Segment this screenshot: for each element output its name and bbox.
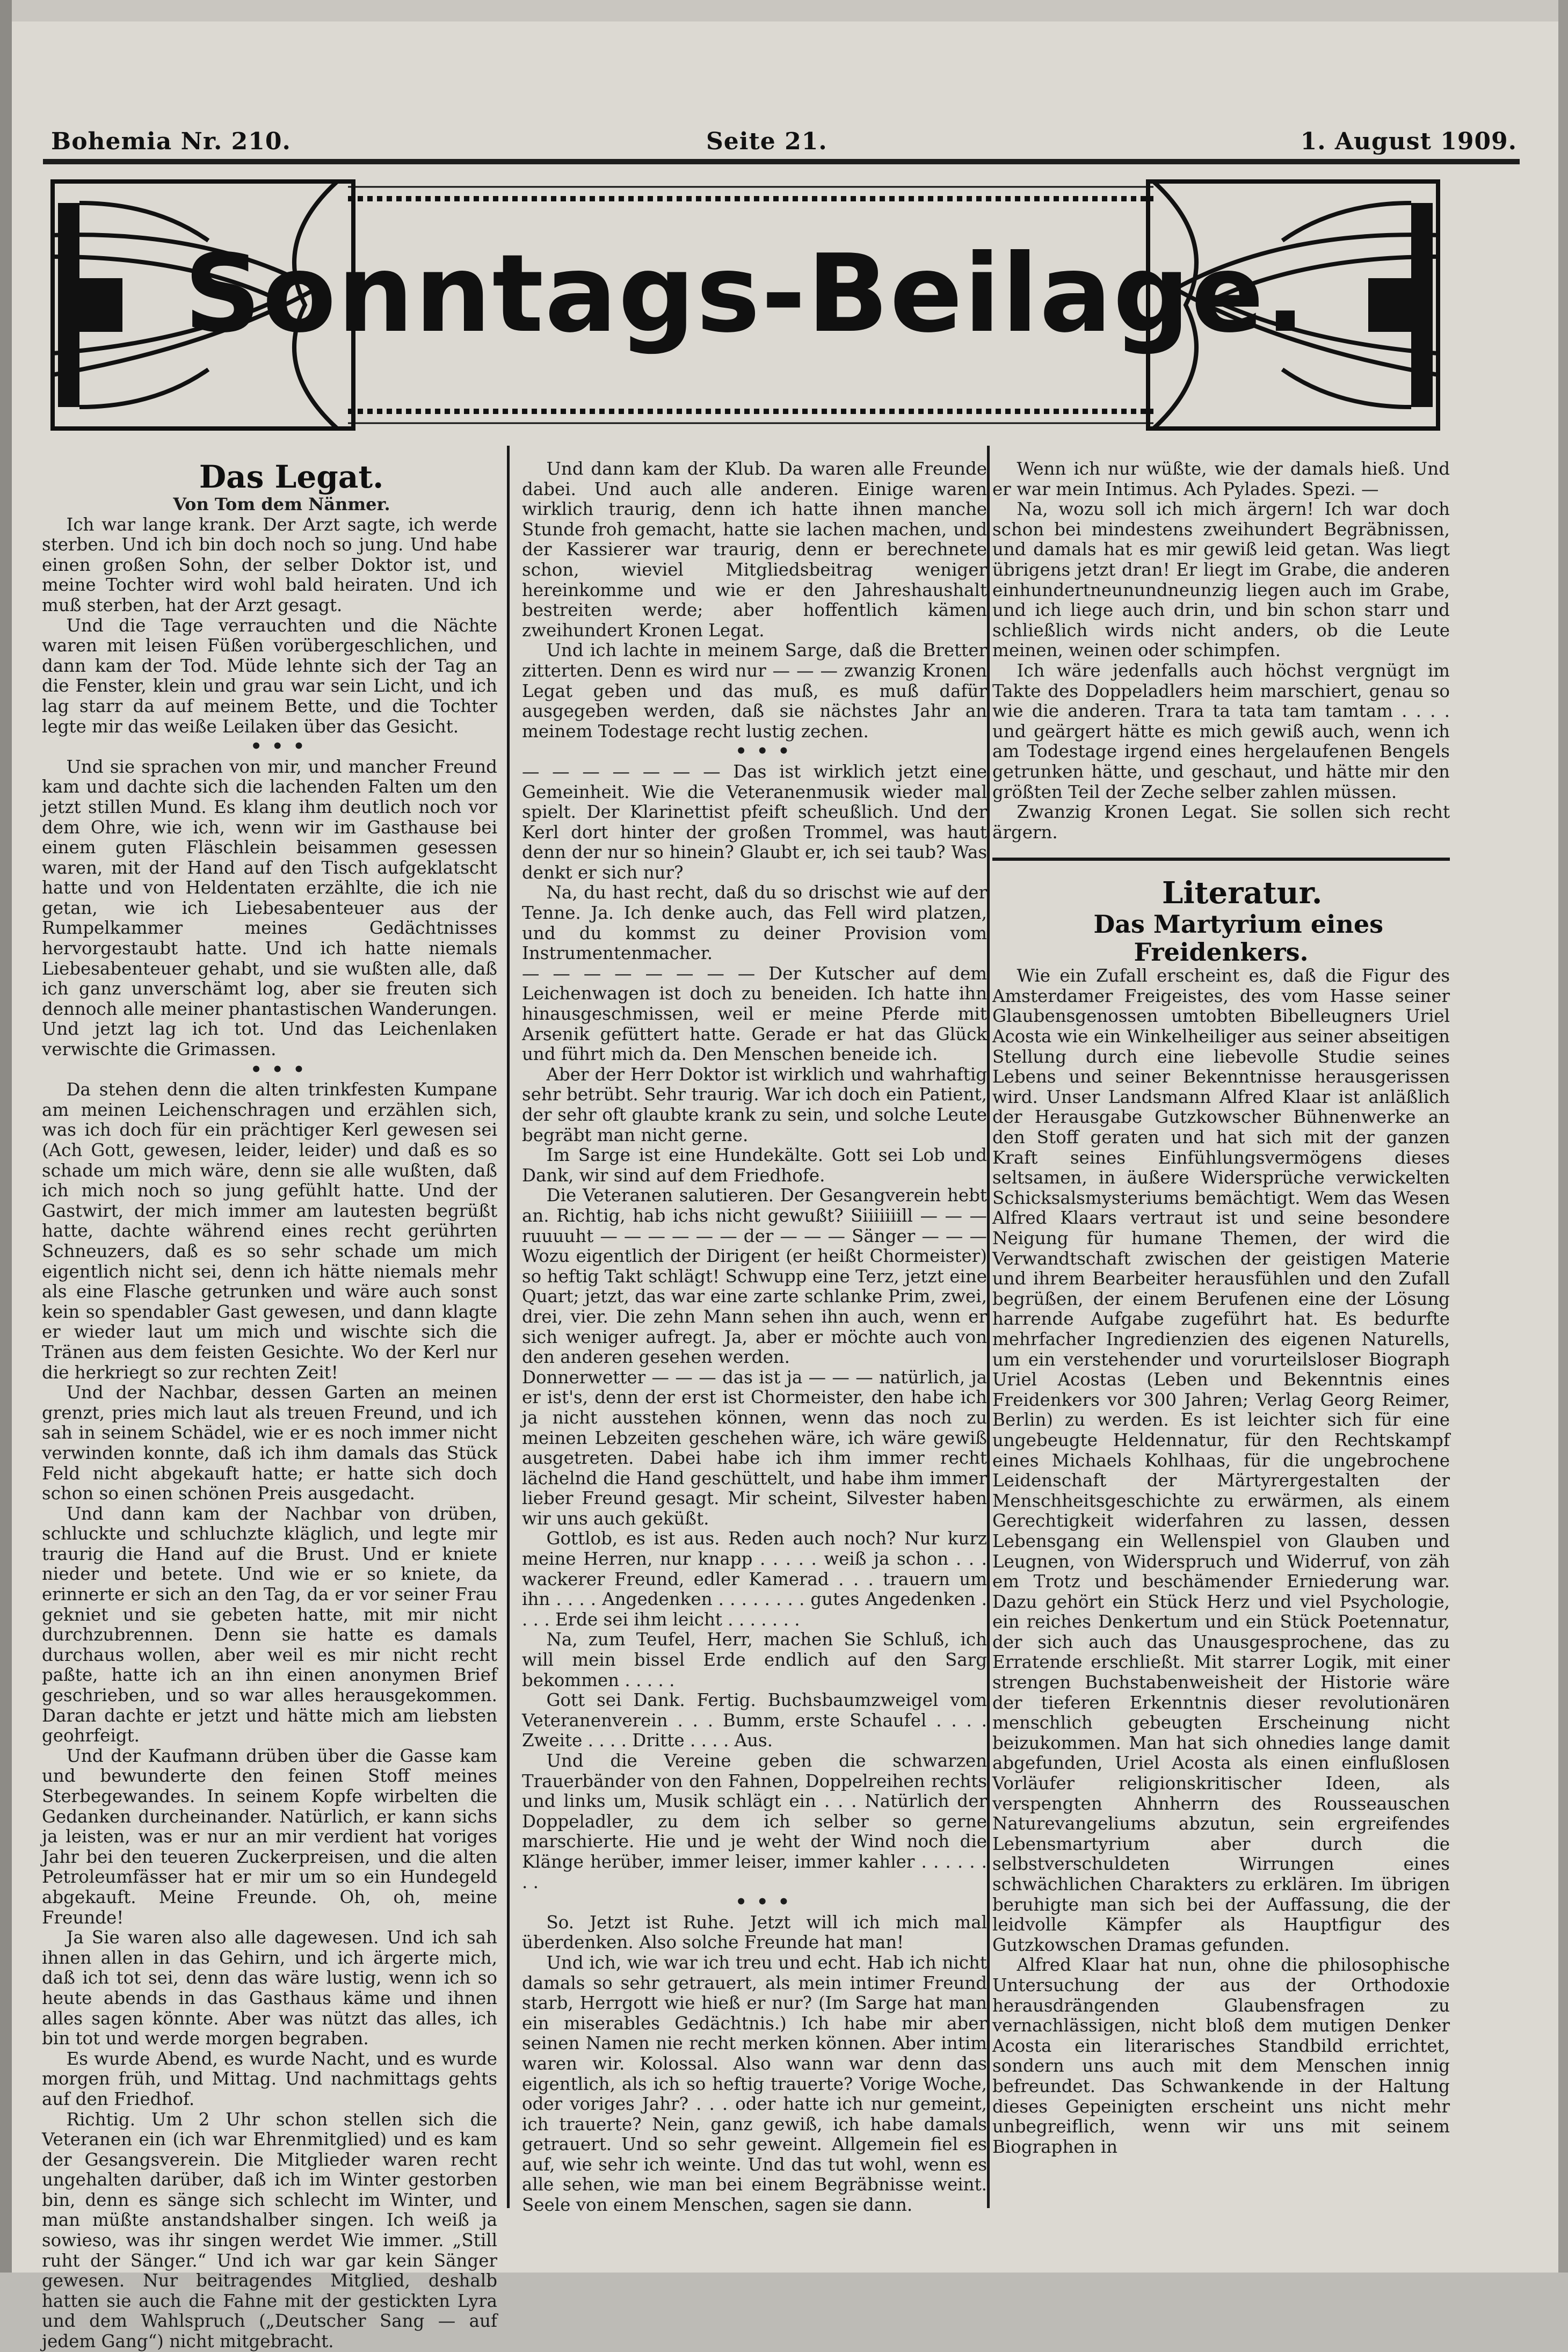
paragraph: Und dann kam der Klub. Da waren alle Freunde dabei. Und auch alle anderen. Einige waren wirklich traurig, denn ich hatte ihnen manche Stunde froh gemacht, hatte sie lachen machen, und der Kassierer war traurig, denn er berechnete schon, wieviel Mitgliedsbeitrag weniger hereinkomme und wie er den Jahreshaushalt bestreiten werde; aber hoffentlich kämen zweihundert Kronen Legat.: [522, 459, 987, 641]
section-rule: [992, 858, 1450, 861]
paragraph: Und sie sprachen von mir, und mancher Freund kam und dachte sich die lachenden Falten um den jetzt stillen Mund. Es klang ihm deutlich noch vor dem Ohre, wie ich, wenn wir im Gasthause bei einem guten Fläschlein beisammen gesessen waren, mit der Hand auf den Tisch aufgeklatscht hatte und von Heldentaten erzählte, die ich nie getan, wie ich Liebesabenteuer aus der Rumpelkammer meines Gedächtnisses hervorgestaubt hatte. Und ich hatte niemals Liebesabenteuer gehabt, und sie wußten alle, daß ich ganz unverschämt log, aber sie freuten sich dennoch alle meiner phantastischen Wanderungen. Und jetzt lag ich tot. Und das Leichenlaken verwischte die Grimassen.: [42, 756, 497, 1060]
paragraph: Richtig. Um 2 Uhr schon stellen sich die Veteranen ein (ich war Ehrenmitglied) und es kam der Gesangsverein. Die Mitglieder waren recht ungehalten darüber, daß ich im Winter gestorben bin, denn es sänge sich schlecht im Winter, und man müßte anstandshalber singen. Ich weiß ja sowieso, was ihr singen werdet Wie immer. „Still ruht der Sänger.“ Und ich war gar kein Sänger gewesen. Nur beitragendes Mitglied, deshalb hatten sie auch die Fahne mit der gestickten Lyra und dem Wahlspruch („Deutscher Sang — auf jedem Gang“) nicht mitgebracht.: [42, 2109, 497, 2352]
paragraph: Ich wäre jedenfalls auch höchst vergnügt im Takte des Doppeladlers heim marschiert, genau so wie die anderen. Trara ta tata tam tamtam . . . . und geärgert hätte es mich gewiß auch, wenn ich am Todestage irgend eines hergelaufenen Bengels getrunken hätte, und geschaut, und hätte mir den größten Teil der Zeche selber zahlen müssen.: [992, 660, 1450, 802]
paragraph: Es wurde Abend, es wurde Nacht, und es wurde morgen früh, und Mittag. Und nachmittags gehts auf den Friedhof.: [42, 2048, 497, 2109]
masthead-title: Sonntags-Beilage.: [184, 231, 1307, 357]
paragraph: Und die Vereine geben die schwarzen Trauerbänder von den Fahnen, Doppelreihen rechts und links um, Musik schlägt ein . . . Natürlich der Doppeladler, zu dem ich selber so gerne marschierte. Hie und je weht der Wind noch die Klänge herüber, immer leiser, immer kahler . . . . . . . .: [522, 1751, 987, 1892]
paragraph: Die Veteranen salutieren. Der Gesangverein hebt an. Richtig, hab ichs nicht gewußt? Siiiiiiill — — — ruuuuht — — — — — — der — — — Sänger — — — Wozu eigentlich der Dirigent (er heißt Chormeister) so heftig Takt schlägt! Schwupp eine Terz, jetzt eine Quart; jetzt, das war eine zarte schlanke Prim, zwei, drei, vier. Die zehn Mann sehen ihn auch, wenn er sich weniger aufregt. Ja, aber er möchte auch von den anderen gesehen werden.: [522, 1185, 987, 1368]
running-header-date: 1. August 1909.: [1300, 128, 1517, 155]
scan-border-top: [0, 0, 1568, 21]
paragraph: Alfred Klaar hat nun, ohne die philosophische Untersuchung der aus der Orthodoxie herausdrängenden Glaubensfragen zu vernachlässigen, nicht bloß dem mutigen Denker Acosta ein literarisches Standbild errichtet, sondern uns auch mit dem Menschen innig befreundet. Das Schwankende in der Haltung dieses Gepeinigten erscheint uns nicht mehr unbegreiflich, wenn wir uns mit seinem Biographen in: [992, 1955, 1450, 2157]
paragraph: Und ich lachte in meinem Sarge, daß die Bretter zitterten. Denn es wird nur — — — zwanzig Kronen Legat geben und das muß, es muß dafür ausgegeben werden, daß sie nächstes Jahr an meinem Todestage recht lustig zechen.: [522, 640, 987, 742]
paragraph: Gottlob, es ist aus. Reden auch noch? Nur kurz meine Herren, nur knapp . . . . . weiß ja schon . . . wackerer Freund, edler Kamerad . . . trauern um ihn . . . . Angedenken . . . . . . . . gutes Angedenken . . . . Erde sei ihm leicht . . . . . . .: [522, 1528, 987, 1630]
paragraph: Und der Nachbar, dessen Garten an meinen grenzt, pries mich laut als treuen Freund, und ich sah in seinem Schädel, wie er es noch immer nicht verwinden konnte, daß ich ihm damals das Stück Feld nicht abgekauft hatte; er hatte sich doch schon so einen schönen Preis ausgedacht.: [42, 1382, 497, 1504]
section-title-literatur: Literatur.: [1162, 875, 1323, 911]
paragraph: Da stehen denn die alten trinkfesten Kumpane am meinen Leichenschragen und erzählen sich, was ich doch für ein prächtiger Kerl gewesen sei (Ach Gott, gewesen, leider, leider) und daß es so schade um mich wäre, denn sie alle wußten, daß ich mich noch so jung gefühlt hatte. Und der Gastwirt, der mich immer am lautesten begrüßt hatte, dachte während eines recht gerührten Schneuzers, daß es so sehr schade um mich eigentlich nicht sei, denn ich hätte niemals mehr als eine Flasche getrunken und wäre auch sonst kein so spendabler Gast gewesen, und dann klagte er wieder laut um mich und wischte sich die Tränen aus dem feisten Gesichte. Wo der Kerl nur die herkriegt so zur rechten Zeit!: [42, 1079, 497, 1383]
header-rule: [43, 159, 1520, 164]
paragraph: Na, wozu soll ich mich ärgern! Ich war doch schon bei mindestens zweihundert Begräbnissen, und damals hat es mir gewiß leid getan. Was liegt übrigens jetzt dran! Er liegt im Grabe, die anderen einhundertneunundneunzig liegen auch im Grabe, und ich liege auch drin, und bin schon starr und schließlich wirds nicht anders, ob die Leute meinen, weinen oder schimpfen.: [992, 499, 1450, 661]
article-byline: Von Tom dem Nänmer.: [173, 494, 390, 514]
masthead: [47, 171, 1443, 439]
column-2: [522, 459, 987, 2216]
paragraph: Im Sarge ist eine Hundekälte. Gott sei Lob und Dank, wir sind auf dem Friedhofe.: [522, 1145, 987, 1186]
paragraph: Und dann kam der Nachbar von drüben, schluckte und schluchzte kläglich, und legte mir traurig die Hand auf die Brust. Und er kniete nieder und betete. Und wie er so kniete, da erinnerte er sich an den Tag, da er vor seiner Frau gekniet und sie gebeten hatte, mit mir nicht durchzubrennen. Denn sie hatte es damals durchaus wollen, aber weil es mir nicht recht paßte, hatte ich an ihn einen anonymen Brief geschrieben, und so war alles herausgekommen. Daran dachte er jetzt und hätte mich am liebsten geohrfeigt.: [42, 1503, 497, 1746]
paragraph: Wie ein Zufall erscheint es, daß die Figur des Amsterdamer Freigeistes, des vom Hasse seiner Glaubensgenossen umtobten Bibelleugners Uriel Acosta wie ein Winkelheiliger aus seiner abseitigen Stellung durch eine liebevolle Studie seines Lebens und seiner Bekenntnisse herausgerissen wird. Unser Landsmann Alfred Klaar ist anläßlich der Herausgabe Gutzkowscher Bühnenwerke an den Stoff geraten und hat sich mit der ganzen Kraft seines Einfühlungsvermögens dieses seltsamen, in äußere Widersprüche verwickelten Schicksalsmysteriums bemächtigt. Wem das Wesen Alfred Klaars vertraut ist und seine besondere Neigung für humane Themen, der wird die Verwandtschaft zwischen der geistigen Materie und ihrem Bearbeiter herausfühlen und den Zufall begrüßen, der einem Berufenen eine der Lösung harrende Aufgabe zugeführt hat. Es bedurfte mehrfacher Ingredienzien des eigenen Naturells, um ein verstehender und vorurteilsloser Biograph Uriel Acostas (Leben und Bekenntnis eines Freidenkers vor 300 Jahren; Verlag Georg Reimer, Berlin) zu werden. Es ist leichter sich für eine ungebeugte Heldennatur, für den Rechtskampf eines Michaels Kohlhaas, für die ungebrochene Leidenschaft der Märtyrergestalten der Menschheitsgeschichte zu erwärmen, als einem Gerechtigkeit widerfahren zu lassen, dessen Lebensgang ein Wellenspiel von Glauben und Leugnen, von Widerspruch und Widerruf, von zäh em Trotz und beschämender Erniederung war. Dazu gehört ein Stück Herz und viel Psychologie, ein reiches Denkertum und ein Stück Poetennatur, der sich auch das Unausgesprochene, das zu Erratende erschließt. Mit starrer Logik, mit einer strengen Buchstabenweisheit der Historie wäre der tieferen Erkenntnis dieser revolutionären menschlich gebeugten Erscheinung nicht beizukommen. Man hat sich ohnedies lange damit abgefunden, Uriel Acosta als einen einflußlosen Vorläufer religionskritischer Ideen, als verspengten Ahnherrn des Rousseauschen Naturevangeliums abzutun, sein ergreifendes Lebensmartyrium aber durch die selbstverschuldeten Wirrungen eines schwächlichen Charakters zu erklären. Im übrigen beruhigte man sich bei der Auffassung, die der leidvolle Kämpfer als Hauptfigur des Gutzkowschen Dramas gefunden.: [992, 966, 1450, 1955]
column-3: [992, 459, 1450, 2197]
paragraph: Gott sei Dank. Fertig. Buchsbaumzweigel vom Veteranenverein . . . Bumm, erste Schaufel . . . . Zweite . . . . Dritte . . . . Aus.: [522, 1690, 987, 1751]
column-rule-2: [987, 446, 990, 2208]
article-title: Das Legat.: [199, 459, 384, 495]
paragraph: Na, zum Teufel, Herr, machen Sie Schluß, ich will mein bissel Erde endlich auf den Sarg bekommen . . . . .: [522, 1629, 987, 1690]
paragraph: Wenn ich nur wüßte, wie der damals hieß. Und er war mein Intimus. Ach Pylades. Spezi. —: [992, 459, 1450, 499]
running-header-page: Seite 21.: [706, 128, 827, 155]
paragraph: Und der Kaufmann drüben über die Gasse kam und bewunderte den feinen Stoff meines Sterbegewandes. In seinem Kopfe wirbelten die Gedanken durcheinander. Natürlich, er kann sichs ja leisten, was er nur an mir verdient hat voriges Jahr bei den teueren Zuckerpreisen, und die alten Petroleumfässer hat er mir um so ein Hundegeld abgekauft. Meine Freunde. Oh, oh, meine Freunde!: [42, 1745, 497, 1928]
scan-border-left: [0, 0, 12, 2273]
paragraph: — — — — — — — Das ist wirklich jetzt eine Gemeinheit. Wie die Veteranenmusik wieder mal spielt. Der Klarinettist pfeift scheußlich. Und der Kerl dort hinter der großen Trommel, was haut denn der nur so hinein? Glaubt er, ich sei taub? Was denkt er sich nur?: [522, 761, 987, 883]
running-header-issue: Bohemia Nr. 210.: [51, 128, 291, 155]
section-separator: •••: [250, 1058, 315, 1080]
paragraph: Und die Tage verrauchten und die Nächte waren mit leisen Füßen vorübergeschlichen, und dann kam der Tod. Müde lehnte sich der Tag an die Fenster, klein und grau war sein Licht, und ich lag starr da auf meinem Bette, und die Tochter legte mir das weiße Leilaken über das Gesicht.: [42, 615, 497, 737]
paragraph: Donnerwetter — — — das ist ja — — — natürlich, ja er ist's, denn der erst ist Chormeister, den habe ich ja nicht ausstehen können, wenn das noch zu meinen Lebzeiten geschehen wäre, ich wäre gewiß ausgetreten. Dabei habe ich ihm immer recht lächelnd die Hand geschüttelt, und habe ihm immer lieber Freund gesagt. Mir scheint, Silvester haben wir uns auch geküßt.: [522, 1367, 987, 1529]
paragraph: Ja Sie waren also alle dagewesen. Und ich sah ihnen allen in das Gehirn, und ich ärgerte mich, daß ich tot sei, denn das wäre lustig, wenn ich so heute abends in das Gasthaus käme und ihnen alles sagen könnte. Aber was nützt das alles, ich bin tot und werde morgen begraben.: [42, 1927, 497, 2049]
review-title: Das Martyrium eines Freidenkers.: [1093, 910, 1384, 967]
section-separator: •••: [250, 736, 315, 758]
column-1: [42, 459, 497, 2352]
scan-border-right: [1558, 0, 1568, 2273]
paragraph: — — — — — — — — Der Kutscher auf dem Leichenwagen ist doch zu beneiden. Ich hatte ihn hinausgeschmissen, weil er meine Pferde mit Arsenik gefüttert hatte. Gerade er hat das Glück und führt mich da. Den Menschen beneide ich.: [522, 963, 987, 1065]
paragraph: Und ich, wie war ich treu und echt. Hab ich nicht damals so sehr getrauert, als mein intimer Freund starb, Herrgott wie hieß er nur? (Im Sarge hat man ein miserables Gedächtnis.) Ich habe mir aber seinen Namen nie recht merken können. Aber intim waren wir. Kolossal. Also wann war denn das eigentlich, als ich so heftig trauerte? Vorige Woche, oder voriges Jahr? . . . oder hatte ich nur gemeint, ich trauerte? Nein, ganz gewiß, ich habe damals getrauert. Und so sehr geweint. Allgemein fiel es auf, wie sehr ich weinte. Und das tut wohl, wenn es alle sehen, wie man bei einem Begräbnisse weint. Seele von einem Menschen, sagen sie dann.: [522, 1952, 987, 2216]
section-separator: •••: [735, 741, 800, 763]
section-separator: •••: [735, 1891, 800, 1913]
paragraph: Aber der Herr Doktor ist wirklich und wahrhaftig sehr betrübt. Sehr traurig. War ich doch ein Patient, der sehr oft glaubte krank zu sein, und solche Leute begräbt man nicht gerne.: [522, 1064, 987, 1145]
paragraph: Ich war lange krank. Der Arzt sagte, ich werde sterben. Und ich bin doch noch so jung. Und habe einen großen Sohn, der selber Doktor ist, und meine Tochter wird wohl bald heiraten. Und ich muß sterben, hat der Arzt gesagt.: [42, 514, 497, 615]
column-rule-1: [507, 446, 510, 2208]
paragraph: Na, du hast recht, daß du so drischst wie auf der Tenne. Ja. Ich denke auch, das Fell wird platzen, und du kommst zu deiner Provision vom Instrumentenmacher.: [522, 882, 987, 964]
paragraph: Zwanzig Kronen Legat. Sie sollen sich recht ärgern.: [992, 802, 1450, 843]
paragraph: So. Jetzt ist Ruhe. Jetzt will ich mich mal überdenken. Also solche Freunde hat man!: [522, 1912, 987, 1953]
